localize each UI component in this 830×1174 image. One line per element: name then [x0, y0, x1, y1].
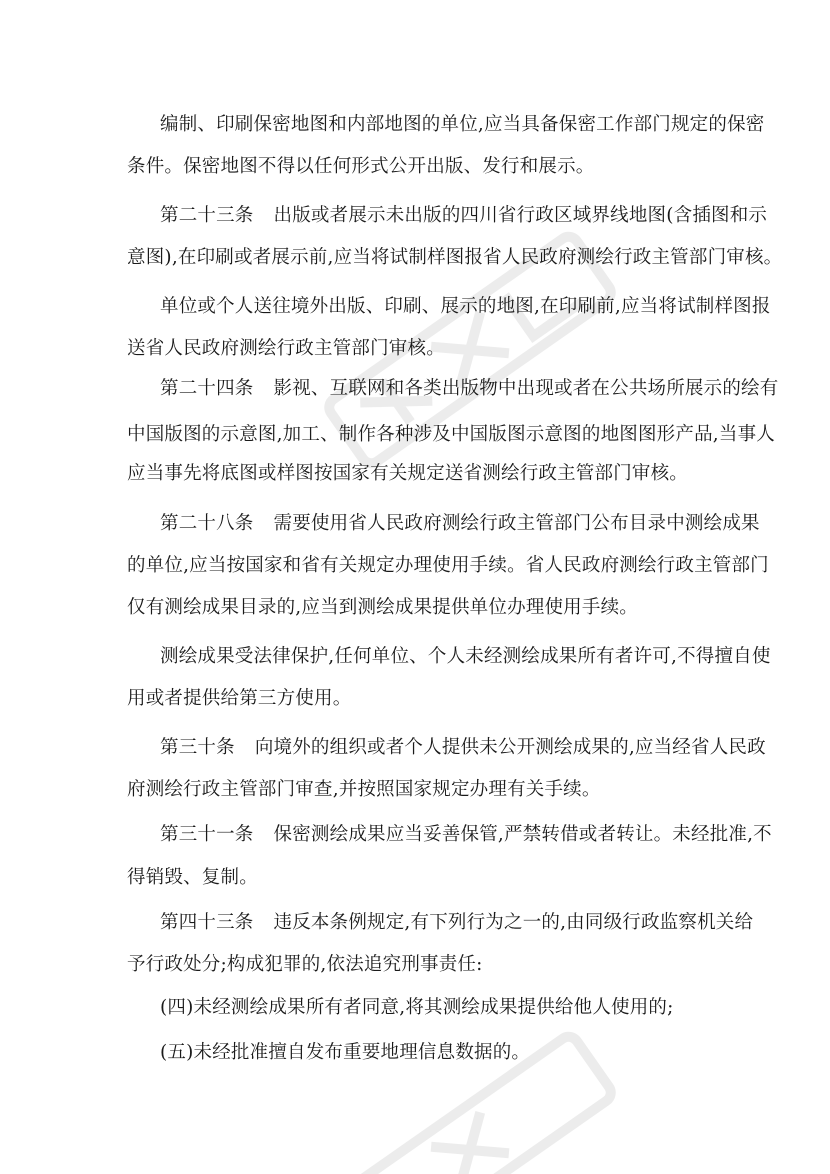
paragraph-line: 用或者提供给第三方使用。 [127, 688, 352, 709]
paragraph-line: 的单位,应当按国家和省有关规定办理使用手续。省人民政府测绘行政主管部门 [127, 555, 769, 576]
article-line [160, 377, 778, 401]
paragraph-line: 予行政处分;构成犯罪的,依法追究刑事责任: [127, 954, 483, 975]
article-number: 第二十三条 [160, 205, 254, 226]
article-number: 第三十一条 [160, 824, 254, 845]
article-number: 第二十八条 [160, 513, 254, 534]
list-item: (四)未经测绘成果所有者同意,将其测绘成果提供给他人使用的; [160, 997, 674, 1018]
article-line [160, 204, 767, 228]
article-text: 需要使用省人民政府测绘行政主管部门公布目录中测绘成果 [273, 513, 760, 534]
article-text: 违反本条例规定,有下列行为之一的,由同级行政监察机关给 [273, 912, 754, 933]
article-number: 第四十三条 [160, 912, 254, 933]
article-text: 出版或者展示未出版的四川省行政区域界线地图(含插图和示 [273, 205, 768, 226]
paragraph-line: 仅有测绘成果目录的,应当到测绘成果提供单位办理使用手续。 [127, 597, 638, 618]
article-text: 向境外的组织或者个人提供未公开测绘成果的,应当经省人民政 [254, 737, 766, 758]
article-number: 第三十条 [160, 737, 235, 758]
article-line [160, 736, 766, 760]
article-line [160, 823, 772, 847]
paragraph-line: 府测绘行政主管部门审查,并按照国家规定办理有关手续。 [127, 779, 601, 800]
paragraph-line: 编制、印刷保密地图和内部地图的单位,应当具备保密工作部门规定的保密 [160, 114, 765, 135]
paragraph-line: 得销毁、复制。 [127, 867, 258, 888]
list-item: (五)未经批准擅自发布重要地理信息数据的。 [160, 1042, 531, 1063]
paragraph-line: 应当事先将底图或样图按国家有关规定送省测绘行政主管部门审核。 [127, 463, 689, 484]
paragraph-line: 单位或个人送往境外出版、印刷、展示的地图,在印刷前,应当将试制样图报 [160, 296, 771, 317]
article-line [160, 911, 753, 935]
paragraph-line: 测绘成果受法律保护,任何单位、个人未经测绘成果所有者许可,不得擅自使 [160, 646, 771, 667]
article-text: 保密测绘成果应当妥善保管,严禁转借或者转让。未经批准,不 [273, 824, 772, 845]
paragraph-line: 中国版图的示意图,加工、制作各种涉及中国版图示意图的地图图形产品,当事人 [127, 424, 775, 445]
article-text: 影视、互联网和各类出版物中出现或者在公共场所展示的绘有 [273, 378, 779, 399]
article-line [160, 512, 760, 536]
article-number: 第二十四条 [160, 378, 254, 399]
paragraph-line: 条件。保密地图不得以任何形式公开出版、发行和展示。 [127, 156, 595, 177]
paragraph-line: 意图),在印刷或者展示前,应当将试制样图报省人民政府测绘行政主管部门审核。 [127, 247, 783, 268]
paragraph-line: 送省人民政府测绘行政主管部门审核。 [127, 338, 445, 359]
